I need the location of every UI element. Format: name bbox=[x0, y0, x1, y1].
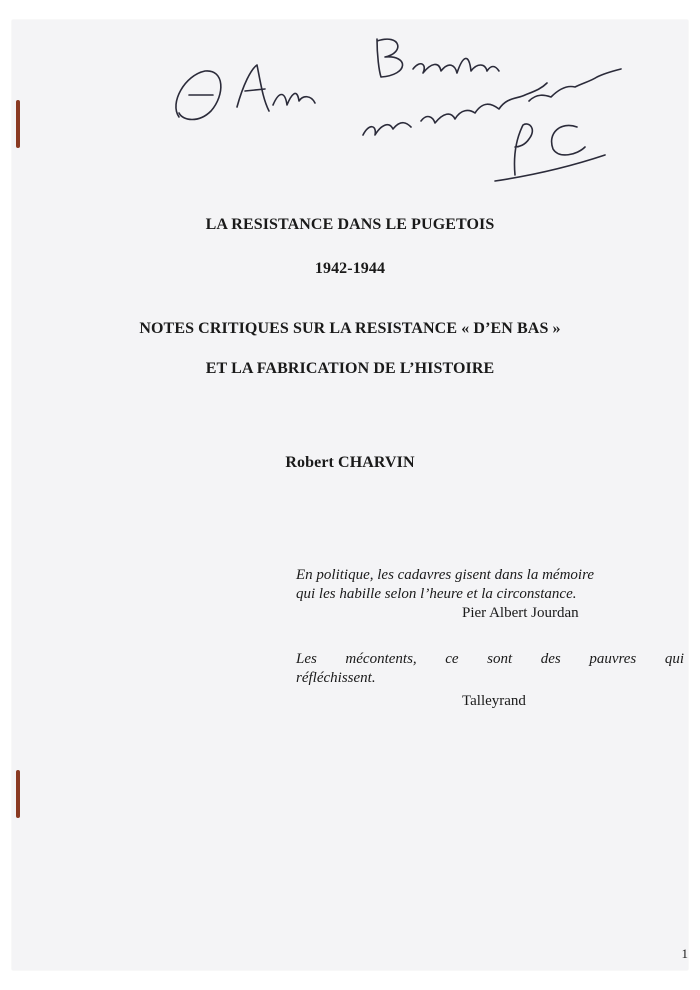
epigraph-word: des bbox=[540, 651, 561, 667]
binding-mark-top bbox=[16, 100, 20, 148]
document-years: 1942-1944 bbox=[314, 260, 386, 277]
handwritten-dedication bbox=[165, 25, 645, 185]
epigraph-text-line: réfléchissent. bbox=[296, 670, 376, 686]
epigraph-word: sont bbox=[487, 651, 513, 667]
epigraph-text-line: qui les habille selon l’heure et la circonstance. bbox=[296, 586, 577, 602]
document-subtitle-line-2: ET LA FABRICATION DE L’HISTOIRE bbox=[205, 360, 495, 377]
epigraph-word: pauvres bbox=[589, 651, 637, 667]
handwriting-signature-graphic bbox=[165, 25, 645, 185]
epigraph-attribution: Talleyrand bbox=[462, 693, 526, 709]
document-author: Robert CHARVIN bbox=[285, 454, 415, 471]
epigraph-word: qui bbox=[664, 651, 684, 667]
epigraph-attribution: Pier Albert Jourdan bbox=[462, 605, 579, 621]
epigraph-word: mécontents, bbox=[345, 651, 417, 667]
epigraph-word: Les bbox=[296, 651, 317, 667]
epigraph-text-line: En politique, les cadavres gisent dans la mémoire bbox=[296, 567, 595, 583]
page-number: 1 bbox=[681, 946, 688, 961]
epigraph-jourdan bbox=[296, 566, 684, 623]
binding-mark-bottom bbox=[16, 770, 20, 818]
document-subtitle-line-1: NOTES CRITIQUES SUR LA RESISTANCE « D’EN BAS » bbox=[139, 320, 561, 337]
document-title: LA RESISTANCE DANS LE PUGETOIS bbox=[205, 216, 495, 233]
epigraph-talleyrand bbox=[296, 650, 684, 711]
epigraph-text-line bbox=[296, 650, 684, 669]
epigraph-word: ce bbox=[445, 651, 459, 667]
